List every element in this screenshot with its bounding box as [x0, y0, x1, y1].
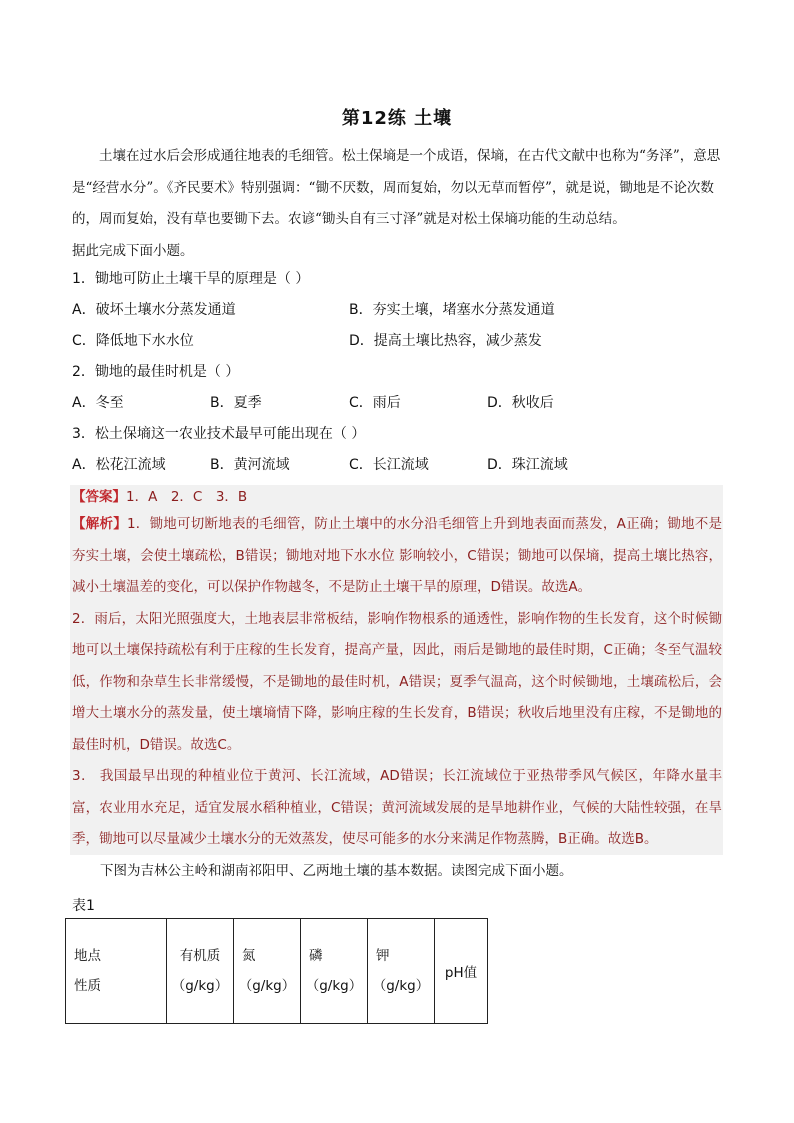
table-header-organic: 有机质 （g/kg）: [167, 919, 234, 1024]
question-3-option-b[interactable]: B．黄河流域: [210, 457, 290, 473]
intro-instruction: 据此完成下面小题。: [72, 242, 194, 259]
question-2-option-d[interactable]: D．秋收后: [487, 395, 554, 411]
question-3-option-c[interactable]: C．长江流域: [349, 457, 429, 473]
table-header-nitrogen: 氮 （g/kg）: [234, 919, 301, 1024]
analysis-block: [72, 509, 722, 856]
question-1-stem: 1．锄地可防止土壤干旱的原理是（ ）: [72, 271, 310, 287]
table-header-ph: pH值: [435, 919, 488, 1024]
intro-passage: [72, 141, 722, 267]
answer-text: 1．A 2．C 3．B: [126, 489, 248, 505]
answer-label: 【答案】: [72, 489, 126, 505]
question-3-option-d[interactable]: D．珠江流域: [487, 457, 568, 473]
intro-paragraph: 土壤在过水后会形成通往地表的毛细管。松土保墒是一个成语，保墒，在古代文献中也称为“务泽”，意思是“经营水分”。《齐民要术》特别强调：“锄不厌数，周而复始，勿以无草而暂停”，就是说，锄地是不论次数的，周而复始，没有草也要锄下去。农谚“锄头自有三寸泽”就是对松土保墒功能的生动总结。: [72, 148, 721, 227]
section2-lead: 下图为吉林公主岭和湖南祁阳甲、乙两地土壤的基本数据。读图完成下面小题。: [100, 863, 573, 879]
question-2-option-a[interactable]: A．冬至: [72, 395, 124, 411]
table-corner-cell: [66, 919, 167, 1024]
table-header-phosphorus: 磷 （g/kg）: [301, 919, 368, 1024]
question-2-option-c[interactable]: C．雨后: [349, 395, 401, 411]
question-2-option-b[interactable]: B．夏季: [210, 395, 262, 411]
question-2-stem: 2．锄地的最佳时机是（ ）: [72, 364, 240, 380]
question-3-stem: 3．松土保墒这一农业技术最早可能出现在（ ）: [72, 426, 366, 442]
analysis-paragraph-3: 3． 我国最早出现的种植业位于黄河、长江流域，AD错误；长江流域位于亚热带季风气候区，年降水量丰富，农业用水充足，适宜发展水稻种植业，C错误；黄河流域发展的是旱地耕作业，气候的大陆性较强，在旱季，锄地可以尽量减少土壤水分的无效蒸发，使尽可能多的水分来满足作物蒸腾，B正确。故选B。: [72, 768, 722, 847]
table-header-potassium: 钾 （g/kg）: [368, 919, 435, 1024]
question-3-option-a[interactable]: A．松花江流域: [72, 457, 166, 473]
corner-location-label: 地点: [74, 948, 101, 964]
corner-property-label: 性质: [74, 978, 101, 994]
analysis-paragraph-1: 【解析】1．锄地可切断地表的毛细管，防止土壤中的水分沿毛细管上升到地表面而蒸发，A正确；锄地不是夯实土壤，会使土壤疏松，B错误；锄地对地下水水位 影响较小，C错误；锄地可以保墒，提高土壤比热容，减小土壤温差的变化，可以保护作物越冬，不是防止土壤干旱的原理，D错误。故选A。: [72, 516, 722, 595]
analysis-label: 【解析】: [72, 516, 127, 532]
page-title: 第12练 土壤: [341, 108, 453, 129]
answer-line: [72, 487, 247, 507]
question-1-option-a[interactable]: A．破坏土壤水分蒸发通道: [72, 302, 236, 318]
soil-data-table: [65, 918, 488, 1024]
analysis-paragraph-2: 2．雨后，太阳光照强度大，土地表层非常板结，影响作物根系的通透性，影响作物的生长发育，这个时候锄地可以土壤保持疏松有利于庄稼的生长发育，提高产量，因此，雨后是锄地的最佳时期，C正确；冬至气温较低，作物和杂草生长非常缓慢，不是锄地的最佳时机，A错误；夏季气温高，这个时候锄地，土壤疏松后，会增大土壤水分的蒸发量，使土壤墒情下降，影响庄稼的生长发育，B错误；秋收后地里没有庄稼，不是锄地的最佳时机，D错误。故选C。: [72, 610, 722, 753]
table-caption: 表1: [72, 898, 95, 914]
table-header-row: [66, 919, 488, 1024]
question-1-option-b[interactable]: B．夯实土壤，堵塞水分蒸发通道: [349, 302, 555, 318]
question-1-option-d[interactable]: D．提高土壤比热容，减少蒸发: [349, 333, 542, 349]
question-1-option-c[interactable]: C．降低地下水水位: [72, 333, 194, 349]
